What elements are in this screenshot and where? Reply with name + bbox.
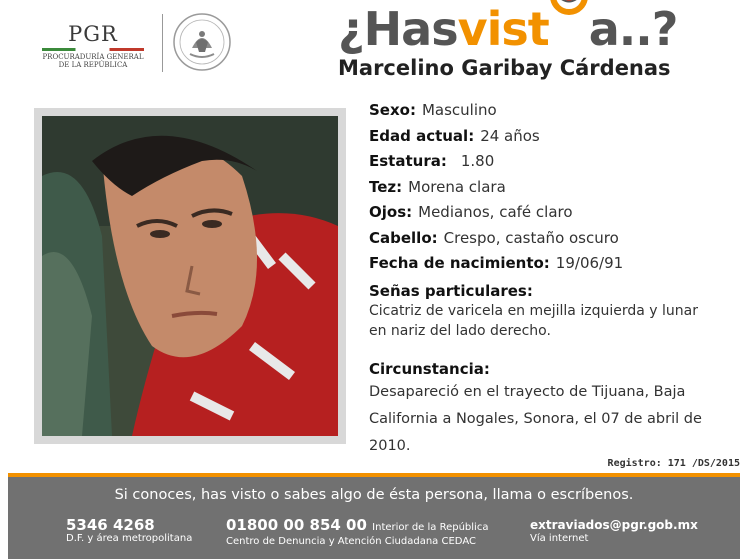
phone-national-number[interactable]: 01800 00 854 00 [226,516,367,534]
detail-ojos [369,200,744,226]
phone-local-number[interactable]: 5346 4268 [66,516,155,534]
contact-phone-local[interactable] [66,517,192,545]
pgr-tricolor-line [42,48,144,51]
header-divider [162,14,163,72]
senas-title: Señas particulares: [369,281,533,300]
photo-frame [34,108,346,444]
detail-label: Cabello: [369,228,438,247]
circunstancia-line1: Desapareció en el trayecto de Tijuana, Baja [369,383,686,400]
detail-label: Tez: [369,177,403,196]
phone-national-row [226,517,488,536]
senas-line1: Cicatriz de varicela en mejilla izquierda y lunar [369,302,698,319]
detail-edad [369,124,744,150]
detail-value: Masculino [421,101,497,119]
detail-cabello [369,226,744,252]
email-address[interactable]: extraviados@pgr.gob.mx [530,518,698,532]
detail-value: Medianos, café claro [418,203,573,221]
person-name: Marcelino Garibay Cárdenas [338,56,671,80]
detail-value: Crespo, castaño oscuro [443,228,619,247]
detail-label: Sexo: [369,101,416,119]
detail-sexo [369,98,744,124]
pgr-logo [38,22,148,72]
footer-accent-line [8,473,740,477]
detail-nacimiento [369,251,744,277]
phone-local-caption: D.F. y área metropolitana [66,533,193,544]
circunstancia-line2: California a Nogales, Sonora, el 07 de abril de [369,410,702,427]
contact-phone-national[interactable] [226,517,488,548]
detail-tez [369,175,744,201]
pgr-subtitle-line1: PROCURADURÍA GENERAL [42,53,144,61]
email-caption: Vía internet [530,533,589,544]
mexico-seal-icon [172,12,232,72]
detail-value: 24 años [480,126,540,145]
registro-number: Registro: 171 /DS/2015 [607,458,740,469]
detail-value: 1.80 [460,152,495,170]
circunstancia-line3: 2010. [369,437,411,454]
footer-call-to-action: Si conoces, has visto o sabes algo de ésta persona, llama o escríbenos. [114,487,634,503]
phone-national-caption: Centro de Denuncia y Atención Ciudadana CEDAC [226,536,476,547]
detail-value: Morena clara [408,177,506,196]
details-panel [369,98,744,460]
detail-label: Edad actual: [369,126,475,145]
footer-bar [8,473,740,559]
campaign-title-part1: ¿Has [338,2,458,56]
campaign-title [338,2,718,60]
campaign-title-part3: a..? [588,2,678,56]
pgr-title: PGR [68,22,118,46]
senas-section [369,281,744,341]
missing-person-photo [42,116,338,436]
circunstancia-section [369,359,744,460]
phone-national-inline-caption: Interior de la República [372,522,489,533]
detail-value: 19/06/91 [555,254,624,272]
detail-label: Fecha de nacimiento: [369,254,550,272]
detail-estatura [369,149,744,175]
pgr-subtitle-line2: DE LA REPÚBLICA [58,61,128,69]
campaign-title-part2: vist [457,2,549,56]
detail-label: Ojos: [369,203,413,221]
circunstancia-title: Circunstancia: [369,359,490,378]
detail-label: Estatura: [369,152,447,170]
eye-icon [550,7,588,45]
contact-email[interactable] [530,517,698,545]
senas-line2: en nariz del lado derecho. [369,322,551,339]
